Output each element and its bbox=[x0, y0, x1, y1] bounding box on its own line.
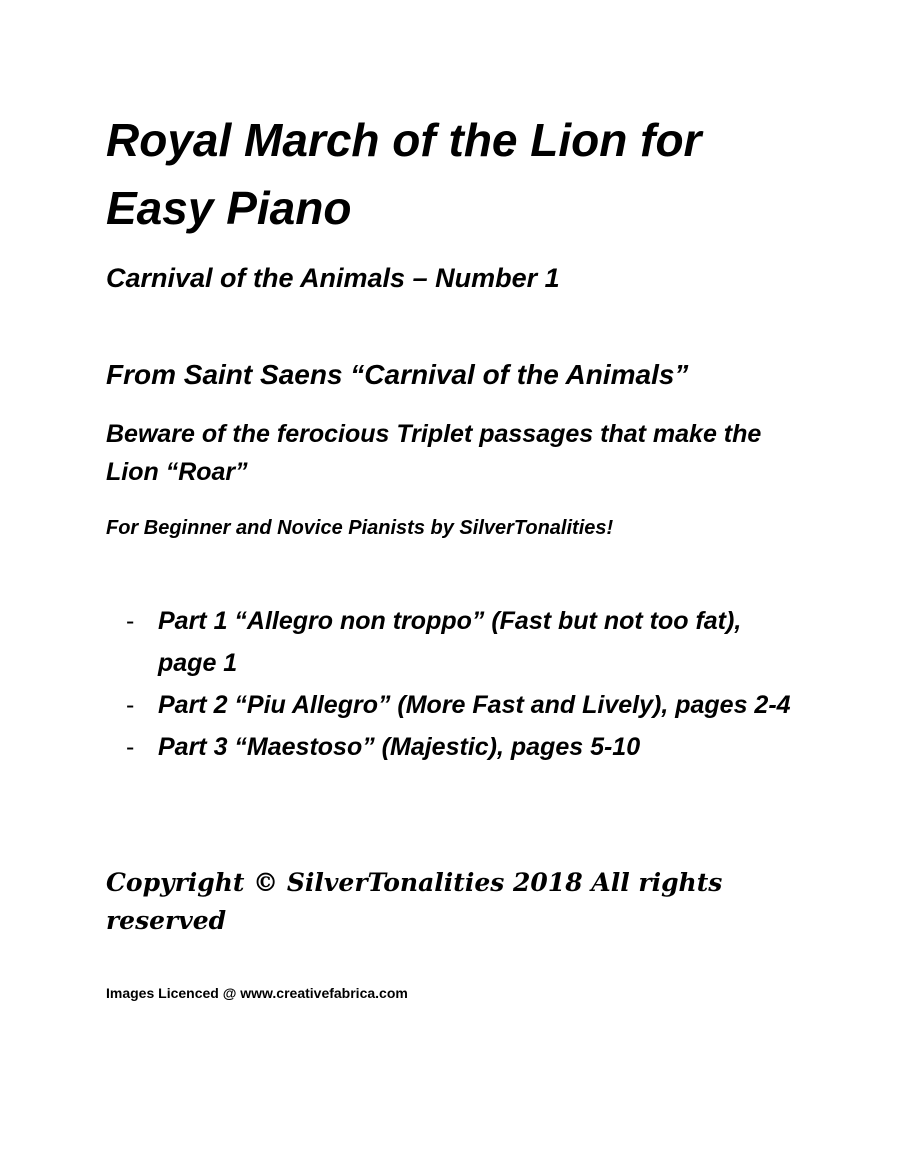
images-licence-line: Images Licenced @ www.creativefabrica.com bbox=[106, 985, 408, 1001]
parts-list bbox=[126, 600, 806, 768]
document-subtitle: Carnival of the Animals – Number 1 bbox=[106, 263, 560, 293]
document-title: Royal March of the Lion for Easy Piano bbox=[106, 114, 702, 234]
part-3-text: Part 3 “Maestoso” (Majestic), pages 5-10 bbox=[158, 733, 641, 761]
part-1-text: Part 1 “Allegro non troppo” (Fast but not too fat), page 1 bbox=[158, 607, 742, 677]
part-1-item bbox=[126, 600, 806, 684]
bullet-dash: - bbox=[126, 733, 135, 761]
part-2-text: Part 2 “Piu Allegro” (More Fast and Lively), pages 2-4 bbox=[158, 691, 791, 719]
copyright-notice: Copyright © SilverTonalities 2018 All rights reserved bbox=[106, 868, 723, 935]
part-3-item bbox=[126, 726, 806, 768]
bullet-dash: - bbox=[126, 691, 135, 719]
audience-line: For Beginner and Novice Pianists by SilverTonalities! bbox=[106, 517, 614, 539]
bullet-dash: - bbox=[126, 607, 135, 635]
source-line: From Saint Saens “Carnival of the Animals” bbox=[106, 359, 689, 390]
beware-line: Beware of the ferocious Triplet passages that make the Lion “Roar” bbox=[106, 420, 762, 486]
part-2-item bbox=[126, 684, 806, 726]
